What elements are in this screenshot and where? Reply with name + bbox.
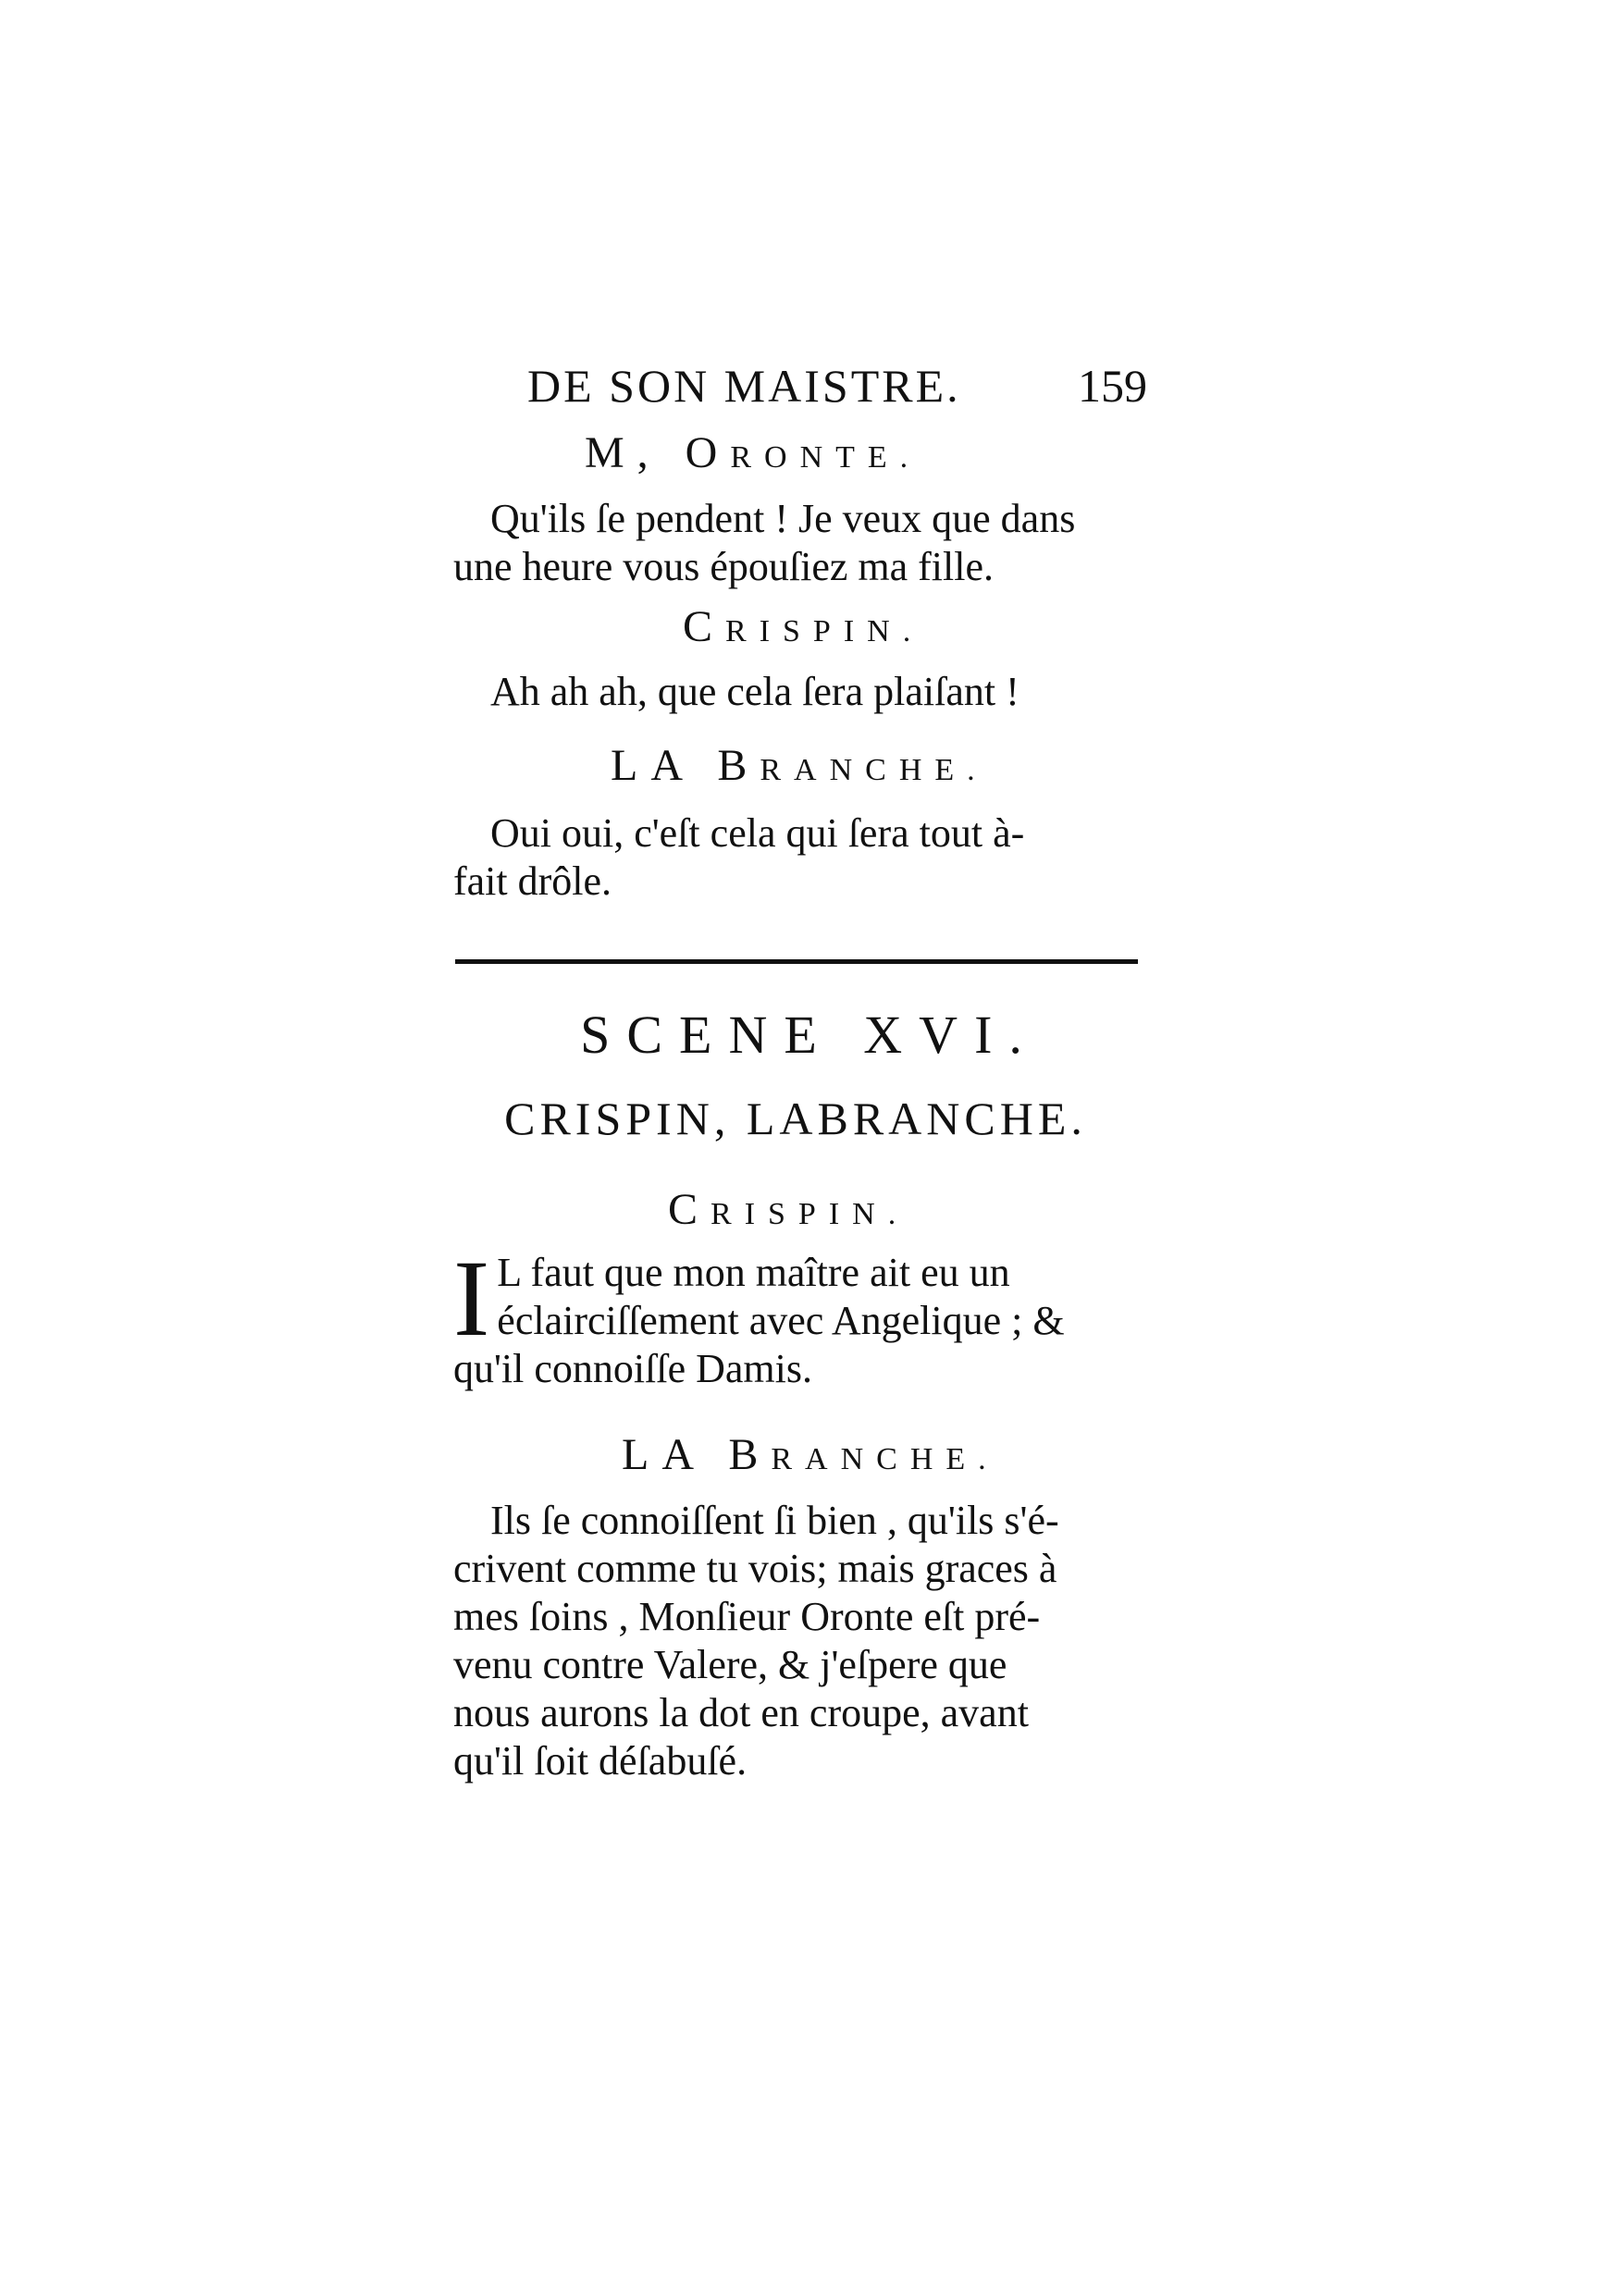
speech-line: Qu'ils ſe pendent ! Je veux que dans (490, 496, 1076, 541)
speech-line: une heure vous épouſiez ma fille. (453, 544, 995, 589)
scene-characters: CRISPIN, LABRANCHE. (504, 1092, 1087, 1144)
speaker-rest: RISPIN. (725, 614, 924, 648)
speaker-label (668, 1184, 908, 1235)
speech-paragraph (453, 809, 1138, 906)
speaker-initial: LA B (611, 741, 760, 790)
speech-line: éclairciſſement avec Angelique ; & (497, 1298, 1065, 1343)
running-head: DE SON MAISTRE. (527, 360, 961, 412)
speech-line: qu'il connoiſſe Damis. (453, 1346, 812, 1391)
speaker-label (611, 740, 988, 791)
page-number: 159 (1078, 360, 1147, 412)
speaker-rest: RANCHE. (760, 753, 988, 787)
speech-paragraph (453, 495, 1138, 591)
speech-line: mes ſoins , Monſieur Oronte eſt pré- (453, 1594, 1041, 1639)
drop-cap: I (453, 1238, 490, 1359)
speech-line: Ils ſe connoiſſent ſi bien , qu'ils s'é- (490, 1498, 1059, 1543)
speech-paragraph (453, 1238, 1138, 1393)
speech-line: fait drôle. (453, 858, 612, 904)
speech-paragraph (453, 1497, 1138, 1785)
speaker-initial: M, O (585, 428, 731, 477)
speech-line: qu'il ſoit déſabuſé. (453, 1738, 748, 1784)
speech-line: L faut que mon maître ait eu un (497, 1250, 1010, 1295)
speaker-rest: RISPIN. (711, 1197, 909, 1231)
speaker-rest: RANCHE. (771, 1442, 999, 1476)
speaker-rest: RONTE. (730, 440, 921, 475)
speech-paragraph (453, 668, 1138, 716)
section-rule (455, 959, 1138, 964)
speech-line: Oui oui, c'eſt cela qui ſera tout à- (490, 810, 1025, 856)
speaker-initial: C (668, 1185, 711, 1234)
speaker-label (622, 1429, 999, 1480)
speaker-initial: LA B (622, 1430, 772, 1479)
speaker-initial: C (683, 602, 726, 651)
page-header (527, 359, 1147, 424)
speaker-label (683, 601, 923, 652)
speech-line: Ah ah ah, que cela ſera plaiſant ! (490, 669, 1020, 714)
speech-line: venu contre Valere, & j'eſpere que (453, 1642, 1007, 1687)
speech-line: nous aurons la dot en croupe, avant (453, 1690, 1029, 1735)
scene-title: SCENE XVI. (580, 1005, 1039, 1065)
speaker-label (585, 427, 921, 478)
speech-line: crivent comme tu vois; mais graces à (453, 1546, 1057, 1591)
